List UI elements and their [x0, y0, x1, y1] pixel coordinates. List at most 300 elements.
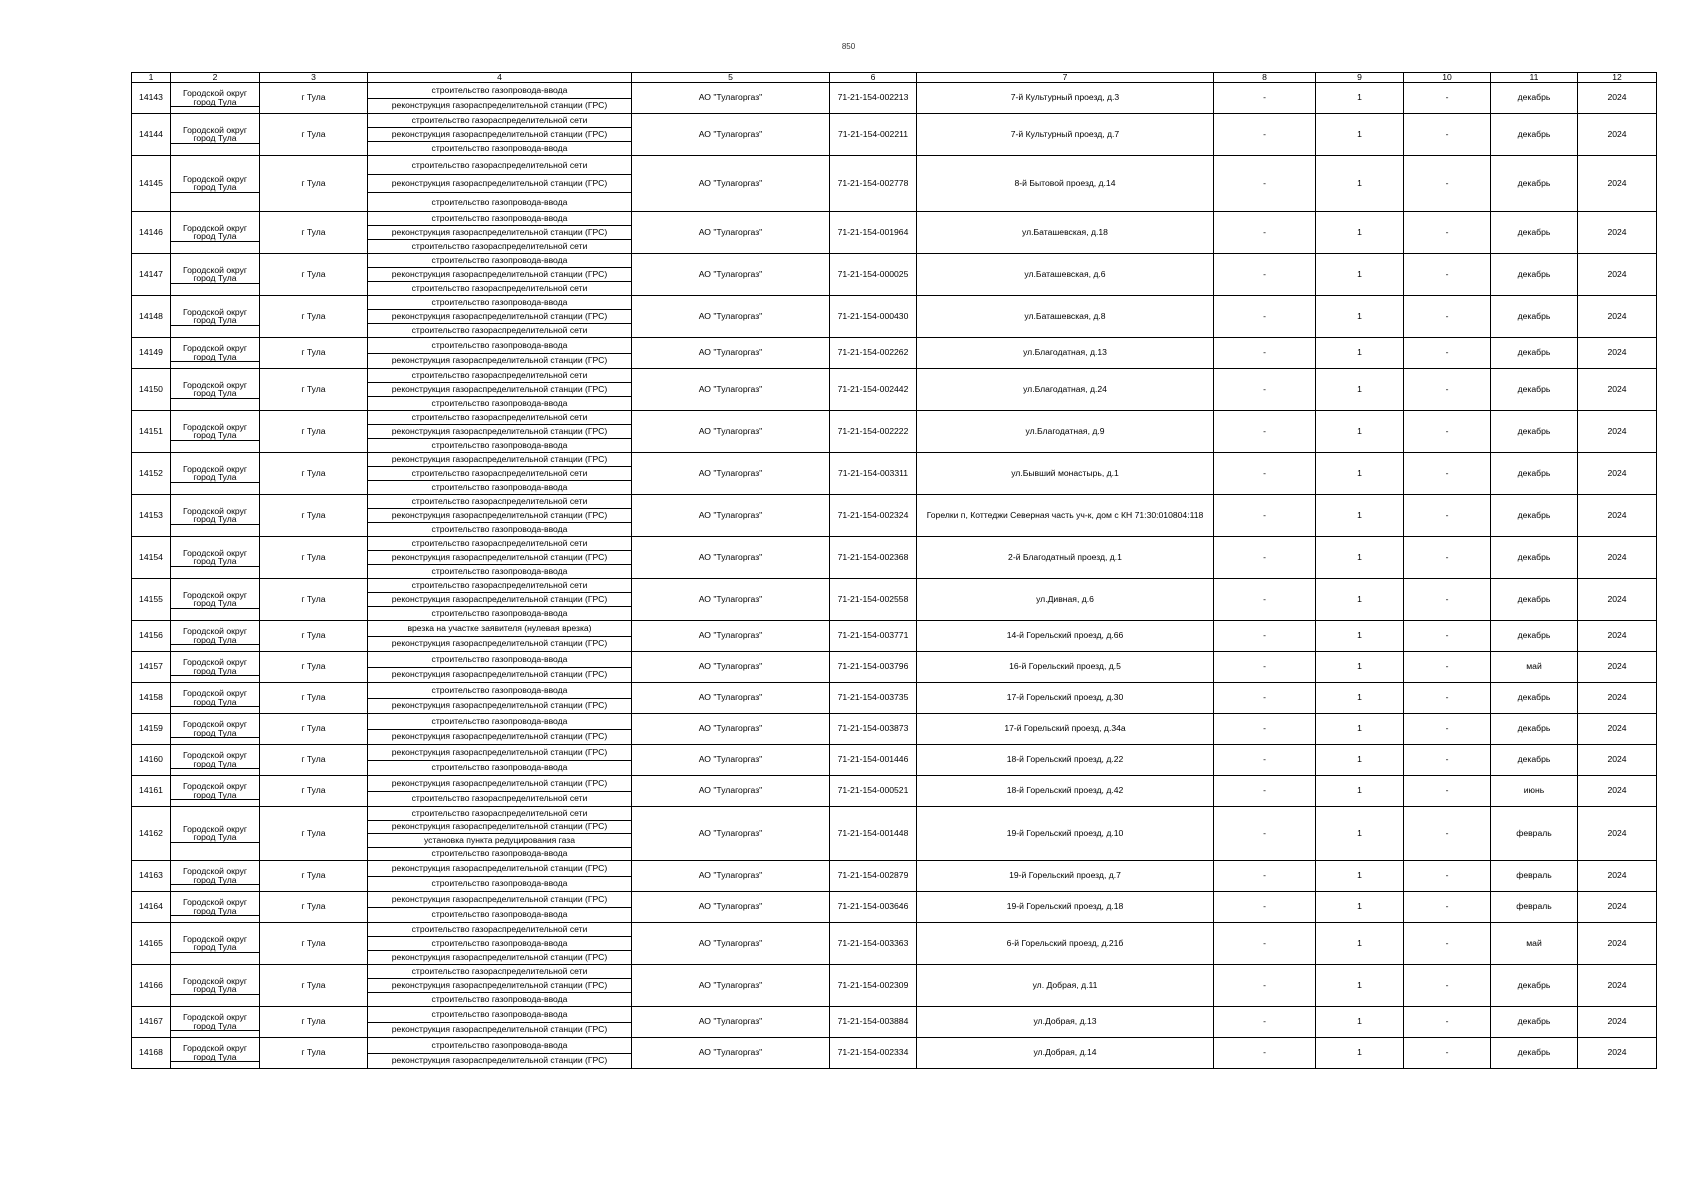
district-cell	[171, 212, 260, 254]
works-cell	[368, 453, 632, 495]
organization-cell: АО "Тулагоргаз"	[632, 714, 830, 745]
address-cell: 19-й Горельский проезд, д.18	[917, 892, 1214, 923]
row-number: 14167	[132, 1007, 171, 1038]
address-cell: 19-й Горельский проезд, д.10	[917, 807, 1214, 861]
work-item: реконструкция газораспределительной станции (ГРС)	[368, 950, 631, 964]
month-cell: декабрь	[1491, 621, 1578, 652]
table-row	[132, 495, 1657, 537]
year-cell: 2024	[1578, 621, 1657, 652]
object-code-cell: 71-21-154-002334	[830, 1038, 917, 1069]
column-8-cell: -	[1214, 156, 1316, 212]
year-cell: 2024	[1578, 745, 1657, 776]
organization-cell: АО "Тулагоргаз"	[632, 1007, 830, 1038]
works-cell	[368, 579, 632, 621]
year-cell: 2024	[1578, 892, 1657, 923]
column-8-cell: -	[1214, 83, 1316, 114]
table-row	[132, 714, 1657, 745]
column-10-cell: -	[1404, 965, 1491, 1007]
column-10-cell: -	[1404, 83, 1491, 114]
count-cell: 1	[1316, 652, 1404, 683]
table-row	[132, 861, 1657, 892]
work-item: строительство газораспределительной сети	[368, 791, 631, 807]
object-code-cell: 71-21-154-003771	[830, 621, 917, 652]
column-8-cell: -	[1214, 745, 1316, 776]
row-number: 14145	[132, 156, 171, 212]
month-cell: декабрь	[1491, 495, 1578, 537]
column-header-11: 11	[1491, 73, 1578, 83]
works-cell	[368, 965, 632, 1007]
year-cell: 2024	[1578, 338, 1657, 369]
works-cell	[368, 861, 632, 892]
district-name: Городской округ город Тула	[171, 381, 259, 399]
organization-cell: АО "Тулагоргаз"	[632, 923, 830, 965]
table-row	[132, 537, 1657, 579]
work-item: реконструкция газораспределительной станции (ГРС)	[391, 746, 608, 757]
city-cell: г Тула	[260, 745, 368, 776]
column-header-10: 10	[1404, 73, 1491, 83]
table-row	[132, 338, 1657, 369]
column-header-7: 7	[917, 73, 1214, 83]
column-10-cell: -	[1404, 745, 1491, 776]
year-cell: 2024	[1578, 714, 1657, 745]
year-cell: 2024	[1578, 683, 1657, 714]
count-cell: 1	[1316, 212, 1404, 254]
work-item: реконструкция газораспределительной станции (ГРС)	[368, 225, 631, 239]
organization-cell: АО "Тулагоргаз"	[632, 1038, 830, 1069]
page-number: 850	[841, 42, 856, 51]
works-cell	[368, 156, 632, 212]
table-row	[132, 1038, 1657, 1069]
column-10-cell: -	[1404, 683, 1491, 714]
year-cell: 2024	[1578, 156, 1657, 212]
district-cell	[171, 537, 260, 579]
work-item: строительство газопровода-ввода	[368, 992, 631, 1006]
object-code-cell: 71-21-154-002558	[830, 579, 917, 621]
row-number: 14154	[132, 537, 171, 579]
count-cell: 1	[1316, 776, 1404, 807]
table-row	[132, 212, 1657, 254]
work-item: реконструкция газораспределительной станции (ГРС)	[368, 592, 631, 606]
district-name: Городской округ город Тула	[171, 867, 259, 885]
district-name: Городской округ город Тула	[171, 782, 259, 800]
district-name: Городской округ город Тула	[171, 465, 259, 483]
column-10-cell: -	[1404, 714, 1491, 745]
table-body	[132, 83, 1657, 1069]
table-row	[132, 652, 1657, 683]
organization-cell: АО "Тулагоргаз"	[632, 776, 830, 807]
work-item: реконструкция газораспределительной станции (ГРС)	[368, 174, 631, 193]
work-item: реконструкция газораспределительной станции (ГРС)	[368, 550, 631, 564]
month-cell: декабрь	[1491, 369, 1578, 411]
table-row	[132, 254, 1657, 296]
column-8-cell: -	[1214, 1038, 1316, 1069]
column-8-cell: -	[1214, 338, 1316, 369]
table-row	[132, 411, 1657, 453]
column-10-cell: -	[1404, 923, 1491, 965]
column-8-cell: -	[1214, 892, 1316, 923]
address-cell: ул.Баташевская, д.6	[917, 254, 1214, 296]
column-10-cell: -	[1404, 621, 1491, 652]
year-cell: 2024	[1578, 453, 1657, 495]
district-cell	[171, 714, 260, 745]
work-item: строительство газопровода-ввода	[368, 564, 631, 578]
object-code-cell: 71-21-154-003884	[830, 1007, 917, 1038]
month-cell: декабрь	[1491, 965, 1578, 1007]
work-item: строительство газораспределительной сети	[368, 323, 631, 337]
table-row	[132, 369, 1657, 411]
district-cell	[171, 652, 260, 683]
object-code-cell: 71-21-154-002442	[830, 369, 917, 411]
work-item: строительство газопровода-ввода	[368, 480, 631, 494]
row-number: 14157	[132, 652, 171, 683]
month-cell: февраль	[1491, 892, 1578, 923]
city-cell: г Тула	[260, 296, 368, 338]
district-cell	[171, 296, 260, 338]
count-cell: 1	[1316, 254, 1404, 296]
works-cell	[368, 683, 632, 714]
work-item: строительство газопровода-ввода	[368, 936, 631, 950]
district-name: Городской округ город Тула	[171, 751, 259, 769]
column-10-cell: -	[1404, 807, 1491, 861]
city-cell: г Тула	[260, 1007, 368, 1038]
district-name: Городской округ город Тула	[171, 507, 259, 525]
district-name: Городской округ город Тула	[171, 423, 259, 441]
year-cell: 2024	[1578, 861, 1657, 892]
organization-cell: АО "Тулагоргаз"	[632, 745, 830, 776]
table-row	[132, 296, 1657, 338]
work-item: строительство газораспределительной сети	[368, 466, 631, 480]
work-item: реконструкция газораспределительной станции (ГРС)	[368, 1053, 631, 1069]
works-cell	[368, 807, 632, 861]
year-cell: 2024	[1578, 965, 1657, 1007]
address-cell: 2-й Благодатный проезд, д.1	[917, 537, 1214, 579]
organization-cell: АО "Тулагоргаз"	[632, 652, 830, 683]
count-cell: 1	[1316, 296, 1404, 338]
address-cell: 16-й Горельский проезд, д.5	[917, 652, 1214, 683]
column-10-cell: -	[1404, 338, 1491, 369]
address-cell: ул.Благодатная, д.24	[917, 369, 1214, 411]
address-cell: 14-й Горельский проезд, д.66	[917, 621, 1214, 652]
address-cell: Горелки п, Коттеджи Северная часть уч-к, дом с КН 71:30:010804:118	[917, 495, 1214, 537]
object-code-cell: 71-21-154-003363	[830, 923, 917, 965]
city-cell: г Тула	[260, 892, 368, 923]
address-cell: 7-й Культурный проезд, д.7	[917, 114, 1214, 156]
district-cell	[171, 621, 260, 652]
row-number: 14163	[132, 861, 171, 892]
district-cell	[171, 495, 260, 537]
works-cell	[368, 495, 632, 537]
row-number: 14158	[132, 683, 171, 714]
city-cell: г Тула	[260, 537, 368, 579]
works-cell	[368, 923, 632, 965]
work-item: реконструкция газораспределительной станции (ГРС)	[368, 98, 631, 114]
district-cell	[171, 411, 260, 453]
table-row	[132, 453, 1657, 495]
month-cell: май	[1491, 923, 1578, 965]
district-name: Городской округ город Тула	[171, 658, 259, 676]
address-cell: 18-й Горельский проезд, д.22	[917, 745, 1214, 776]
work-item: строительство газопровода-ввода	[431, 255, 568, 266]
count-cell: 1	[1316, 1007, 1404, 1038]
column-header-4: 4	[368, 73, 632, 83]
address-cell: 17-й Горельский проезд, д.34а	[917, 714, 1214, 745]
year-cell: 2024	[1578, 776, 1657, 807]
district-name: Городской округ город Тула	[171, 549, 259, 567]
work-item: строительство газораспределительной сети	[411, 496, 588, 507]
count-cell: 1	[1316, 495, 1404, 537]
district-cell	[171, 745, 260, 776]
column-8-cell: -	[1214, 621, 1316, 652]
district-cell	[171, 965, 260, 1007]
organization-cell: АО "Тулагоргаз"	[632, 156, 830, 212]
column-10-cell: -	[1404, 861, 1491, 892]
table-row	[132, 156, 1657, 212]
count-cell: 1	[1316, 683, 1404, 714]
column-10-cell: -	[1404, 411, 1491, 453]
column-10-cell: -	[1404, 369, 1491, 411]
row-number: 14152	[132, 453, 171, 495]
year-cell: 2024	[1578, 807, 1657, 861]
organization-cell: АО "Тулагоргаз"	[632, 621, 830, 652]
works-cell	[368, 296, 632, 338]
column-10-cell: -	[1404, 892, 1491, 923]
column-8-cell: -	[1214, 296, 1316, 338]
work-item: реконструкция газораспределительной станции (ГРС)	[368, 267, 631, 281]
city-cell: г Тула	[260, 453, 368, 495]
month-cell: декабрь	[1491, 537, 1578, 579]
count-cell: 1	[1316, 621, 1404, 652]
organization-cell: АО "Тулагоргаз"	[632, 254, 830, 296]
district-cell	[171, 453, 260, 495]
count-cell: 1	[1316, 745, 1404, 776]
table-row	[132, 745, 1657, 776]
year-cell: 2024	[1578, 537, 1657, 579]
row-number: 14144	[132, 114, 171, 156]
district-name: Городской округ город Тула	[171, 1044, 259, 1062]
district-cell	[171, 156, 260, 212]
work-item: реконструкция газораспределительной станции (ГРС)	[368, 127, 631, 141]
works-cell	[368, 114, 632, 156]
work-item: строительство газопровода-ввода	[368, 847, 631, 861]
city-cell: г Тула	[260, 83, 368, 114]
work-item: врезка на участке заявителя (нулевая врезка)	[407, 622, 592, 633]
row-number: 14146	[132, 212, 171, 254]
city-cell: г Тула	[260, 807, 368, 861]
row-number: 14162	[132, 807, 171, 861]
object-code-cell: 71-21-154-003646	[830, 892, 917, 923]
district-name: Городской округ город Тула	[171, 89, 259, 107]
district-name: Городской округ город Тула	[171, 175, 259, 193]
month-cell: декабрь	[1491, 338, 1578, 369]
row-number: 14155	[132, 579, 171, 621]
city-cell: г Тула	[260, 212, 368, 254]
object-code-cell: 71-21-154-001448	[830, 807, 917, 861]
month-cell: декабрь	[1491, 212, 1578, 254]
district-name: Городской округ город Тула	[171, 1013, 259, 1031]
city-cell: г Тула	[260, 861, 368, 892]
work-item: строительство газораспределительной сети	[411, 115, 588, 126]
column-8-cell: -	[1214, 683, 1316, 714]
month-cell: декабрь	[1491, 411, 1578, 453]
object-code-cell: 71-21-154-002368	[830, 537, 917, 579]
district-cell	[171, 254, 260, 296]
address-cell: ул. Добрая, д.11	[917, 965, 1214, 1007]
district-cell	[171, 776, 260, 807]
organization-cell: АО "Тулагоргаз"	[632, 411, 830, 453]
works-cell	[368, 1007, 632, 1038]
header-row	[132, 73, 1657, 83]
column-10-cell: -	[1404, 156, 1491, 212]
district-cell	[171, 579, 260, 621]
object-code-cell: 71-21-154-000025	[830, 254, 917, 296]
organization-cell: АО "Тулагоргаз"	[632, 83, 830, 114]
works-cell	[368, 83, 632, 114]
count-cell: 1	[1316, 714, 1404, 745]
column-8-cell: -	[1214, 776, 1316, 807]
organization-cell: АО "Тулагоргаз"	[632, 114, 830, 156]
object-code-cell: 71-21-154-003873	[830, 714, 917, 745]
count-cell: 1	[1316, 579, 1404, 621]
column-8-cell: -	[1214, 114, 1316, 156]
count-cell: 1	[1316, 1038, 1404, 1069]
district-cell	[171, 1038, 260, 1069]
city-cell: г Тула	[260, 621, 368, 652]
works-cell	[368, 212, 632, 254]
object-code-cell: 71-21-154-002324	[830, 495, 917, 537]
column-8-cell: -	[1214, 453, 1316, 495]
month-cell: декабрь	[1491, 579, 1578, 621]
address-cell: ул.Баташевская, д.18	[917, 212, 1214, 254]
count-cell: 1	[1316, 861, 1404, 892]
organization-cell: АО "Тулагоргаз"	[632, 495, 830, 537]
work-item: реконструкция газораспределительной станции (ГРС)	[368, 353, 631, 369]
district-name: Городской округ город Тула	[171, 266, 259, 284]
city-cell: г Тула	[260, 714, 368, 745]
object-code-cell: 71-21-154-002778	[830, 156, 917, 212]
organization-cell: АО "Тулагоргаз"	[632, 212, 830, 254]
month-cell: декабрь	[1491, 714, 1578, 745]
count-cell: 1	[1316, 83, 1404, 114]
district-name: Городской округ город Тула	[171, 689, 259, 707]
year-cell: 2024	[1578, 212, 1657, 254]
month-cell: декабрь	[1491, 1038, 1578, 1069]
work-item: реконструкция газораспределительной станции (ГРС)	[368, 698, 631, 714]
organization-cell: АО "Тулагоргаз"	[632, 579, 830, 621]
year-cell: 2024	[1578, 254, 1657, 296]
works-cell	[368, 621, 632, 652]
work-item: строительство газопровода-ввода	[368, 141, 631, 155]
month-cell: декабрь	[1491, 114, 1578, 156]
object-code-cell: 71-21-154-002262	[830, 338, 917, 369]
row-number: 14148	[132, 296, 171, 338]
row-number: 14164	[132, 892, 171, 923]
row-number: 14151	[132, 411, 171, 453]
district-name: Городской округ город Тула	[171, 224, 259, 242]
district-cell	[171, 683, 260, 714]
object-code-cell: 71-21-154-000521	[830, 776, 917, 807]
count-cell: 1	[1316, 923, 1404, 965]
work-item: строительство газопровода-ввода	[431, 1039, 568, 1050]
work-item: реконструкция газораспределительной станции (ГРС)	[368, 667, 631, 683]
month-cell: июнь	[1491, 776, 1578, 807]
column-8-cell: -	[1214, 537, 1316, 579]
column-header-12: 12	[1578, 73, 1657, 83]
row-number: 14153	[132, 495, 171, 537]
city-cell: г Тула	[260, 776, 368, 807]
works-cell	[368, 411, 632, 453]
address-cell: ул.Баташевская, д.8	[917, 296, 1214, 338]
column-8-cell: -	[1214, 369, 1316, 411]
register-table	[131, 72, 1657, 1069]
object-code-cell: 71-21-154-001964	[830, 212, 917, 254]
year-cell: 2024	[1578, 411, 1657, 453]
column-10-cell: -	[1404, 212, 1491, 254]
work-item: реконструкция газораспределительной станции (ГРС)	[368, 424, 631, 438]
table-row	[132, 1007, 1657, 1038]
work-item: реконструкция газораспределительной станции (ГРС)	[368, 820, 631, 834]
district-cell	[171, 861, 260, 892]
works-cell	[368, 254, 632, 296]
works-cell	[368, 714, 632, 745]
month-cell: декабрь	[1491, 1007, 1578, 1038]
works-cell	[368, 338, 632, 369]
object-code-cell: 71-21-154-001446	[830, 745, 917, 776]
work-item: реконструкция газораспределительной станции (ГРС)	[368, 1022, 631, 1038]
work-item: строительство газораспределительной сети	[411, 580, 588, 591]
column-8-cell: -	[1214, 212, 1316, 254]
organization-cell: АО "Тулагоргаз"	[632, 683, 830, 714]
column-8-cell: -	[1214, 254, 1316, 296]
column-header-9: 9	[1316, 73, 1404, 83]
work-item: строительство газопровода-ввода	[368, 876, 631, 892]
year-cell: 2024	[1578, 83, 1657, 114]
district-name: Городской округ город Тула	[171, 825, 259, 843]
district-cell	[171, 338, 260, 369]
row-number: 14149	[132, 338, 171, 369]
column-header-1: 1	[132, 73, 171, 83]
table-row	[132, 923, 1657, 965]
month-cell: декабрь	[1491, 453, 1578, 495]
table-row	[132, 114, 1657, 156]
district-cell	[171, 114, 260, 156]
work-item: строительство газопровода-ввода	[431, 653, 568, 664]
count-cell: 1	[1316, 114, 1404, 156]
work-item: строительство газораспределительной сети	[368, 281, 631, 295]
column-header-2: 2	[171, 73, 260, 83]
work-item: строительство газопровода-ввода	[431, 684, 568, 695]
work-item: строительство газопровода-ввода	[368, 760, 631, 776]
city-cell: г Тула	[260, 652, 368, 683]
address-cell: 17-й Горельский проезд, д.30	[917, 683, 1214, 714]
count-cell: 1	[1316, 338, 1404, 369]
city-cell: г Тула	[260, 411, 368, 453]
row-number: 14159	[132, 714, 171, 745]
month-cell: декабрь	[1491, 83, 1578, 114]
address-cell: 6-й Горельский проезд, д.21б	[917, 923, 1214, 965]
city-cell: г Тула	[260, 114, 368, 156]
work-item: строительство газопровода-ввода	[431, 297, 568, 308]
work-item: реконструкция газораспределительной станции (ГРС)	[368, 309, 631, 323]
organization-cell: АО "Тулагоргаз"	[632, 296, 830, 338]
work-item: реконструкция газораспределительной станции (ГРС)	[368, 978, 631, 992]
column-10-cell: -	[1404, 296, 1491, 338]
column-10-cell: -	[1404, 579, 1491, 621]
work-item: строительство газораспределительной сети	[411, 807, 588, 818]
row-number: 14166	[132, 965, 171, 1007]
row-number: 14161	[132, 776, 171, 807]
address-cell: 18-й Горельский проезд, д.42	[917, 776, 1214, 807]
address-cell: ул.Благодатная, д.9	[917, 411, 1214, 453]
